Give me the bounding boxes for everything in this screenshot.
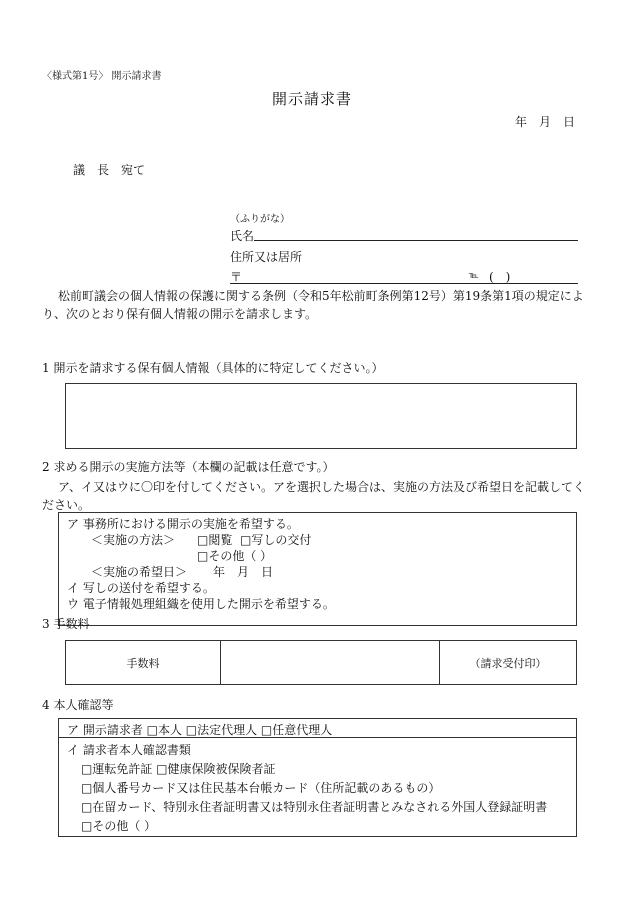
address-label: 住所又は居所 <box>230 250 303 264</box>
docs-heading: イ 請求者本人確認書類 <box>67 743 191 757</box>
method-box <box>58 512 577 626</box>
date-line: 年 月 日 <box>515 115 576 129</box>
stamp-label: （請求受付印） <box>440 641 577 685</box>
section1-heading: 1 開示を請求する保有個人情報（具体的に特定してください。） <box>42 361 384 375</box>
option-i[interactable]: イ 写しの送付を希望する。 <box>67 581 215 595</box>
method-copy-checkbox[interactable]: □写しの交付 <box>240 533 312 547</box>
preferred-date[interactable]: 年 月 日 <box>213 565 274 579</box>
addressee: 議 長 宛て <box>73 163 146 177</box>
name-label: 氏名 <box>230 229 255 243</box>
requester-type-row[interactable]: ア 開示請求者 □本人 □法定代理人 □任意代理人 <box>67 723 333 737</box>
postal-mark: 〒 <box>230 270 243 284</box>
divider <box>59 737 576 738</box>
method-label: ＜実施の方法＞ <box>91 533 176 547</box>
doc-option[interactable]: □個人番号カード又は住民基本台帳カード（住所記載のあるもの） <box>81 781 441 795</box>
doc-option[interactable]: □その他（ ） <box>81 819 157 833</box>
option-u[interactable]: ウ 電子情報処理組織を使用した開示を希望する。 <box>67 597 335 611</box>
section4-heading: 4 本人確認等 <box>42 698 114 712</box>
fee-table <box>65 640 577 685</box>
option-a[interactable]: ア 事務所における開示の実施を希望する。 <box>67 517 299 531</box>
tel-paren: ( ) <box>489 270 511 284</box>
date-label: ＜実施の希望日＞ <box>91 565 188 579</box>
page-title: 開示請求書 <box>272 90 353 108</box>
section3-heading: 3 手数料 <box>42 617 90 631</box>
doc-option[interactable]: □在留カード、特別永住者証明書又は特別永住者証明書とみなされる外国人登録証明書 <box>81 800 548 814</box>
method-view-checkbox[interactable]: □閲覧 <box>197 533 233 547</box>
identity-box <box>58 718 577 837</box>
section2-instruction: ア、イ又はウに〇印を付してください。アを選択した場合は、実施の方法及び希望日を記載してください。 <box>42 480 586 512</box>
name-field[interactable] <box>254 240 578 241</box>
intro-text: 松前町議会の個人情報の保護に関する条例（令和5年松前町条例第12号）第19条第1項の規定により、次のとおり保有個人情報の開示を請求します。 <box>42 289 584 321</box>
fee-label: 手数料 <box>66 641 221 685</box>
form-number: 〈様式第1号〉 開示請求書 <box>42 71 162 82</box>
fee-value[interactable] <box>221 641 440 685</box>
method-other-checkbox[interactable]: □その他（ ） <box>197 549 273 563</box>
doc-option[interactable]: □運転免許証 □健康保険被保険者証 <box>81 762 276 776</box>
requested-info-field[interactable] <box>65 383 577 449</box>
address-field[interactable] <box>230 283 578 284</box>
tel-label: ℡ <box>469 271 479 281</box>
section2-heading: 2 求める開示の実施方法等（本欄の記載は任意です。） <box>42 460 335 474</box>
furigana-label: （ふりがな） <box>230 214 290 225</box>
